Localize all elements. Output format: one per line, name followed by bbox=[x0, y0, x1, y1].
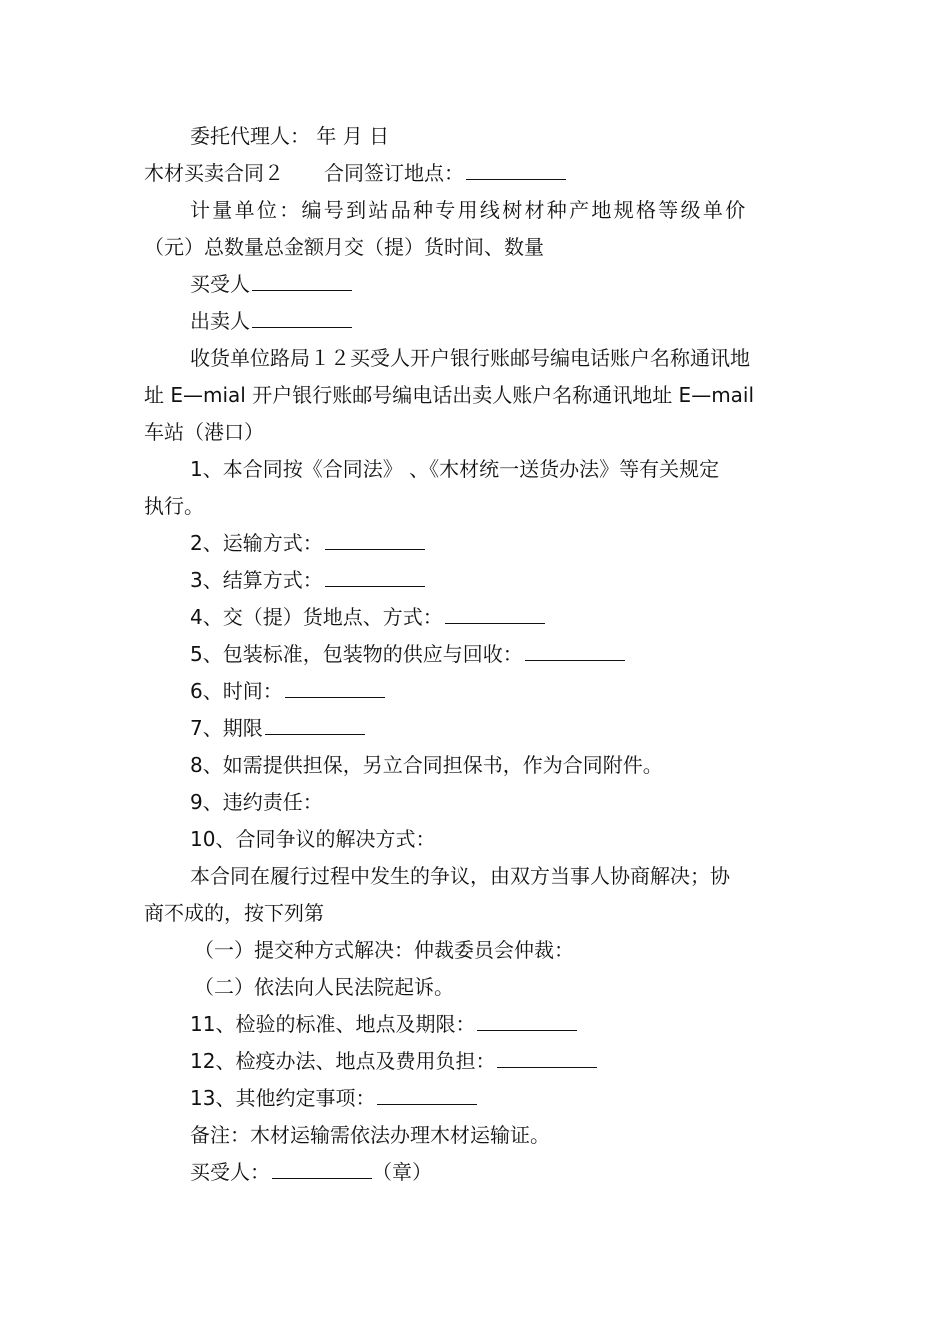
clause-1-line-2: 执行。 bbox=[144, 494, 204, 518]
clause-6-blank bbox=[285, 696, 385, 698]
buyer-sign-blank bbox=[272, 1177, 372, 1179]
agent-date-line: 委托代理人： 年 月 日 bbox=[190, 124, 390, 148]
dispute-option-2: （二）依法向人民法院起诉。 bbox=[194, 975, 454, 999]
clause-4 bbox=[144, 599, 808, 636]
clause-9: 9、违约责任： bbox=[190, 790, 323, 814]
clause-6-text: 6、时间： bbox=[190, 679, 283, 703]
clause-12-text: 12、检疫办法、地点及费用负担： bbox=[190, 1049, 496, 1073]
buyer-label: 买受人 bbox=[190, 272, 250, 296]
seller-label: 出卖人 bbox=[190, 309, 250, 333]
clause-7-text: 7、期限 bbox=[190, 716, 263, 740]
clause-5 bbox=[144, 636, 808, 673]
clause-5-text: 5、包装标准，包装物的供应与回收： bbox=[190, 642, 523, 666]
receive-line-2: 址 E—mial 开户银行账邮号编电话出卖人账户名称通讯地址 E—mail bbox=[144, 383, 755, 407]
buyer-sign-label: 买受人： bbox=[190, 1160, 270, 1184]
buyer-blank bbox=[252, 289, 352, 291]
clause-8: 8、如需提供担保，另立合同担保书，作为合同附件。 bbox=[190, 753, 663, 777]
clause-2-text: 2、运输方式： bbox=[190, 531, 323, 555]
clause-10: 10、合同争议的解决方式： bbox=[190, 827, 436, 851]
clause-6 bbox=[144, 673, 808, 710]
receive-line-1: 收货单位路局１２买受人开户银行账邮号编电话账户名称通讯地 bbox=[190, 346, 750, 370]
sign-place-label: 合同签订地点： bbox=[324, 161, 464, 185]
clause-11-blank bbox=[477, 1029, 577, 1031]
clause-7 bbox=[144, 710, 808, 747]
clause-4-blank bbox=[445, 622, 545, 624]
note-line: 备注：木材运输需依法办理木材运输证。 bbox=[190, 1123, 550, 1147]
buyer-sign-line bbox=[144, 1154, 808, 1191]
seller-blank bbox=[252, 326, 352, 328]
clause-13 bbox=[144, 1080, 808, 1117]
receive-line-3: 车站（港口） bbox=[144, 420, 264, 444]
title-line bbox=[144, 155, 808, 192]
document-body bbox=[144, 118, 808, 1191]
clause-11 bbox=[144, 1006, 808, 1043]
buyer-line bbox=[144, 266, 808, 303]
dispute-option-1: （一）提交种方式解决：仲裁委员会仲裁： bbox=[194, 938, 574, 962]
clause-2-blank bbox=[325, 548, 425, 550]
clause-5-blank bbox=[525, 659, 625, 661]
clause-3-text: 3、结算方式： bbox=[190, 568, 323, 592]
clause-12 bbox=[144, 1043, 808, 1080]
clause-13-text: 13、其他约定事项： bbox=[190, 1086, 376, 1110]
clause-3-blank bbox=[325, 585, 425, 587]
unit-text-1: 计量单位：编号到站品种专用线树材种产地规格等级单价 bbox=[190, 198, 748, 222]
clause-3 bbox=[144, 562, 808, 599]
clause-7-blank bbox=[265, 733, 365, 735]
clause-11-text: 11、检验的标准、地点及期限： bbox=[190, 1012, 476, 1036]
clause-2 bbox=[144, 525, 808, 562]
seal-label: （章） bbox=[372, 1160, 432, 1184]
clause-1-line-1: 1、本合同按《合同法》 、《木材统一送货办法》等有关规定 bbox=[190, 457, 720, 481]
clause-13-blank bbox=[377, 1103, 477, 1105]
clause-4-text: 4、交（提）货地点、方式： bbox=[190, 605, 443, 629]
unit-line-2: （元）总数量总金额月交（提）货时间、数量 bbox=[144, 235, 544, 259]
sign-place-blank bbox=[466, 178, 566, 180]
dispute-line-1: 本合同在履行过程中发生的争议，由双方当事人协商解决；协 bbox=[190, 864, 730, 888]
clause-12-blank bbox=[497, 1066, 597, 1068]
dispute-line-2: 商不成的，按下列第 bbox=[144, 901, 324, 925]
seller-line bbox=[144, 303, 808, 340]
contract-title: 木材买卖合同２ bbox=[144, 161, 284, 185]
unit-line-1 bbox=[144, 192, 808, 229]
